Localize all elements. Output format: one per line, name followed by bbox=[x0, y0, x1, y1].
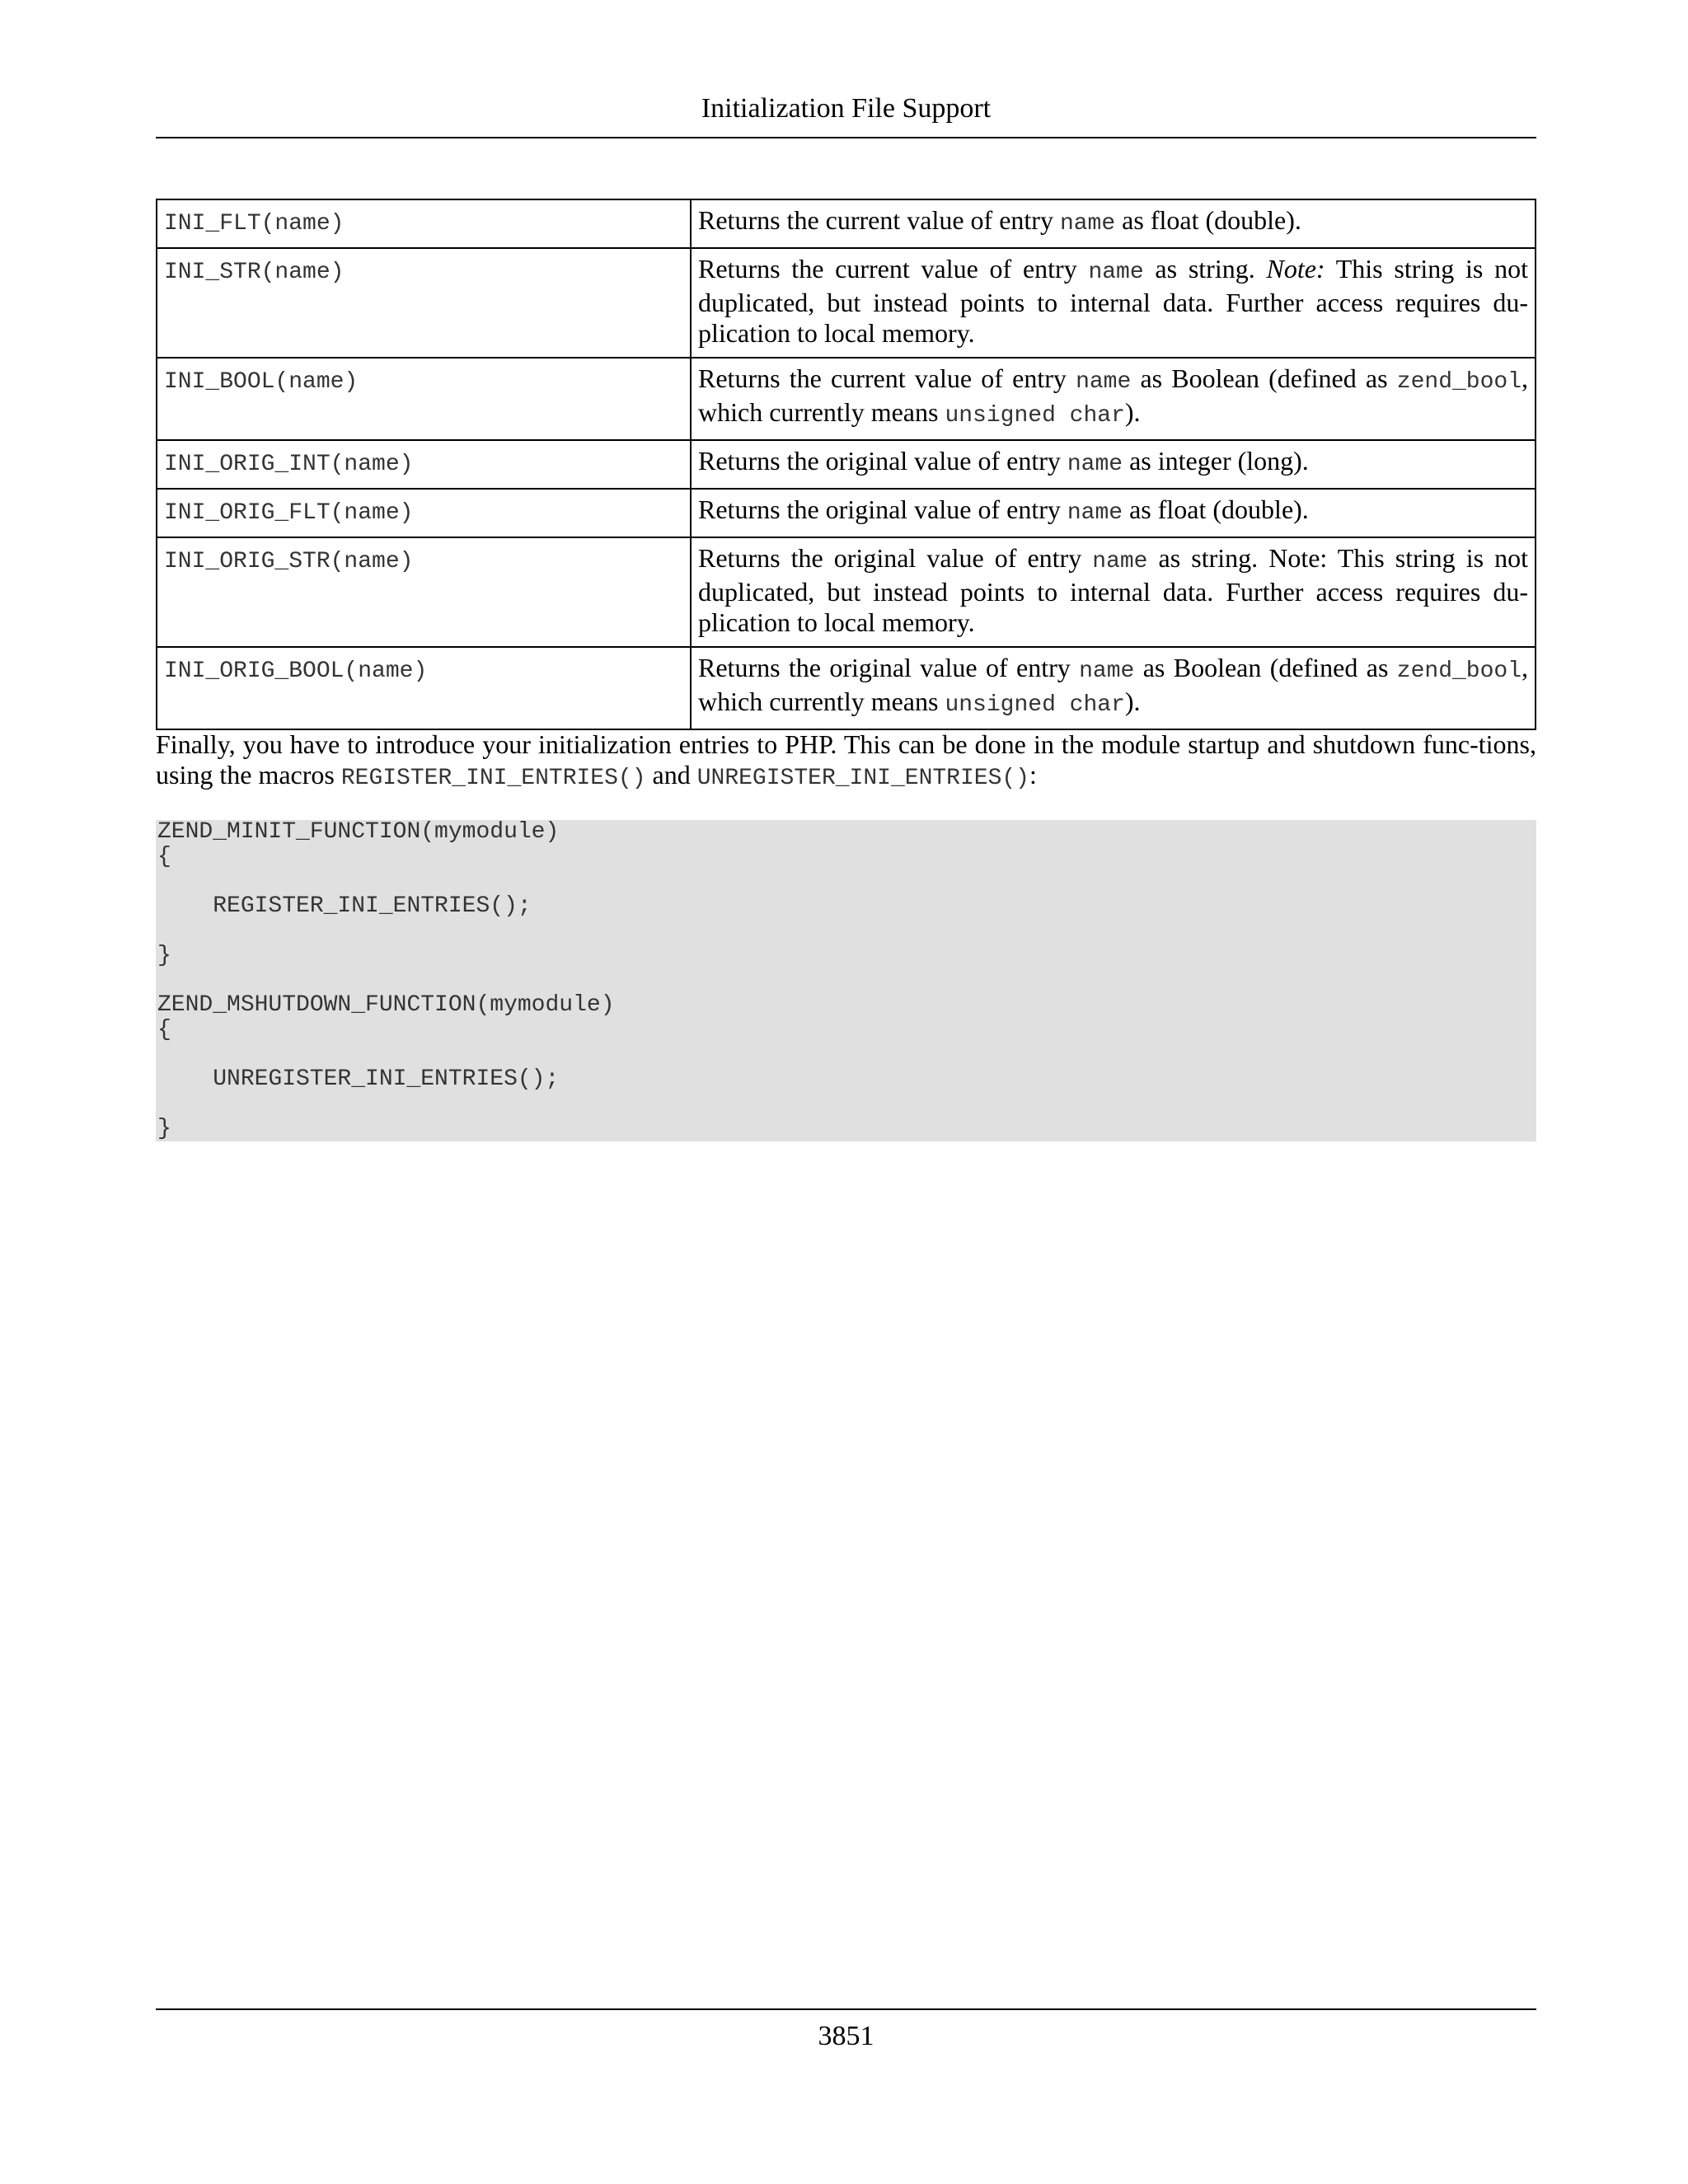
table-row bbox=[157, 537, 1536, 647]
intro-paragraph: Finally, you have to introduce your initialization entries to PHP. This can be done in the module startup and shutdown func-tions, using the macros REGISTER_INI_ENTRIES() and UNREGISTER_INI_ENTRIES(): bbox=[156, 729, 1536, 791]
macro-cell: INI_ORIG_STR(name) bbox=[157, 537, 691, 647]
page-header-title: Initialization File Support bbox=[701, 93, 992, 124]
description-cell: Returns the current value of entry name as Boolean (defined as zend_bool, which currently means unsigned char). bbox=[691, 358, 1536, 440]
page-number: 3851 bbox=[818, 2021, 874, 2051]
description-cell: Returns the current value of entry name as string. Note: This string is not duplicated, but instead points to internal data. Further access requires du-plication to local memory. bbox=[691, 248, 1536, 358]
code-line: } bbox=[157, 943, 171, 968]
register-macro-inline: REGISTER_INI_ENTRIES() bbox=[340, 766, 646, 791]
code-line: UNREGISTER_INI_ENTRIES(); bbox=[157, 1066, 560, 1092]
code-line: ZEND_MINIT_FUNCTION(mymodule) bbox=[157, 819, 560, 845]
page-header bbox=[156, 92, 1536, 138]
description-cell: Returns the original value of entry name as string. Note: This string is not duplicated, but instead points to internal data. Further access requires du-plication to local memory. bbox=[691, 537, 1536, 647]
code-line: ZEND_MSHUTDOWN_FUNCTION(mymodule) bbox=[157, 992, 615, 1018]
code-line: { bbox=[157, 844, 171, 869]
code-line: } bbox=[157, 1116, 171, 1141]
table-row bbox=[157, 647, 1536, 729]
macro-cell: INI_FLT(name) bbox=[157, 199, 691, 248]
description-cell: Returns the original value of entry name as integer (long). bbox=[691, 440, 1536, 489]
ini-macro-table bbox=[156, 199, 1536, 730]
macro-cell: INI_ORIG_FLT(name) bbox=[157, 489, 691, 537]
unregister-macro-inline: UNREGISTER_INI_ENTRIES() bbox=[696, 766, 1029, 791]
code-line: REGISTER_INI_ENTRIES(); bbox=[157, 893, 532, 919]
description-cell: Returns the original value of entry name as Boolean (defined as zend_bool, which currently means unsigned char). bbox=[691, 647, 1536, 729]
page-footer bbox=[156, 2008, 1536, 2053]
table-row bbox=[157, 358, 1536, 440]
description-cell: Returns the current value of entry name as float (double). bbox=[691, 199, 1536, 248]
table-row bbox=[157, 440, 1536, 489]
code-line: { bbox=[157, 1017, 171, 1043]
macro-cell: INI_ORIG_INT(name) bbox=[157, 440, 691, 489]
description-cell: Returns the original value of entry name as float (double). bbox=[691, 489, 1536, 537]
macro-cell: INI_STR(name) bbox=[157, 248, 691, 358]
table-row bbox=[157, 489, 1536, 537]
table-row bbox=[157, 248, 1536, 358]
macro-cell: INI_BOOL(name) bbox=[157, 358, 691, 440]
table-row bbox=[157, 199, 1536, 248]
code-listing bbox=[156, 820, 1536, 1141]
macro-cell: INI_ORIG_BOOL(name) bbox=[157, 647, 691, 729]
